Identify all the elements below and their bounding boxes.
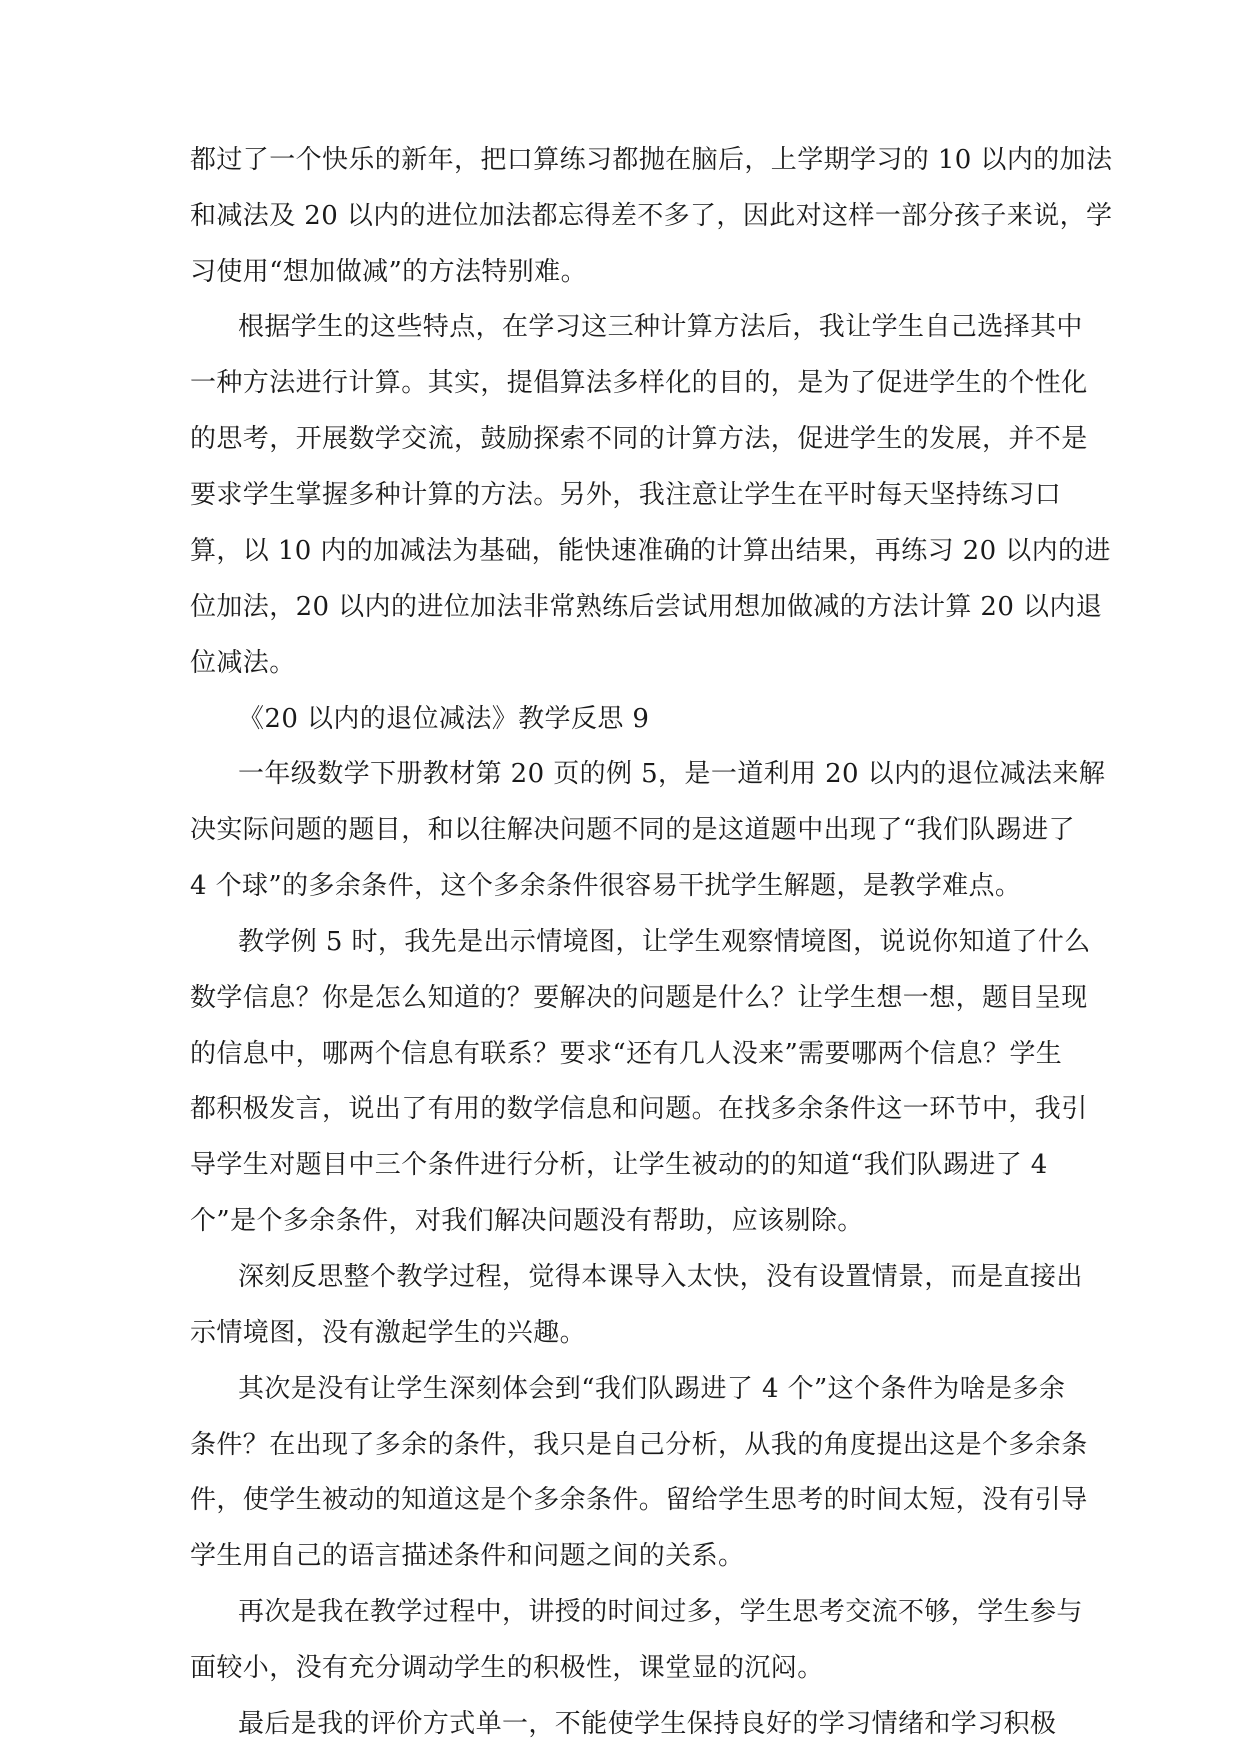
text-line: 导学生对题目中三个条件进行分析，让学生被动的的知道“我们队踢进了 4	[190, 1150, 1048, 1180]
text-line: 算，以 10 内的加减法为基础，能快速准确的计算出结果，再练习 20 以内的进	[190, 536, 1111, 566]
text-line: 教学例 5 时，我先是出示情境图，让学生观察情境图，说说你知道了什么	[238, 927, 1091, 957]
text-line: 条件？在出现了多余的条件，我只是自己分析，从我的角度提出这是个多余条	[190, 1430, 1088, 1460]
text-line: 决实际问题的题目，和以往解决问题不同的是这道题中出现了“我们队踢进了	[190, 815, 1075, 845]
text-line: 深刻反思整个教学过程，觉得本课导入太快，没有设置情景，而是直接出	[238, 1262, 1083, 1292]
text-line: 位加法，20 以内的进位加法非常熟练后尝试用想加做减的方法计算 20 以内退	[190, 592, 1103, 622]
text-line: 一种方法进行计算。其实，提倡算法多样化的目的，是为了促进学生的个性化	[190, 368, 1088, 398]
text-line: 数学信息？你是怎么知道的？要解决的问题是什么？让学生想一想，题目呈现	[190, 983, 1088, 1013]
text-line: 都过了一个快乐的新年，把口算练习都抛在脑后，上学期学习的 10 以内的加法	[190, 145, 1113, 175]
text-line: 根据学生的这些特点，在学习这三种计算方法后，我让学生自己选择其中	[238, 312, 1083, 342]
text-line: 示情境图，没有激起学生的兴趣。	[190, 1318, 587, 1348]
section-heading: 《20 以内的退位减法》教学反思 9	[238, 704, 650, 734]
text-line: 件，使学生被动的知道这是个多余条件。留给学生思考的时间太短，没有引导	[190, 1485, 1088, 1515]
text-line: 习使用“想加做减”的方法特别难。	[190, 257, 587, 287]
text-line: 学生用自己的语言描述条件和问题之间的关系。	[190, 1541, 745, 1571]
text-line: 都积极发言，说出了有用的数学信息和问题。在找多余条件这一环节中，我引	[190, 1094, 1088, 1124]
text-line: 个”是个多余条件，对我们解决问题没有帮助，应该剔除。	[190, 1206, 864, 1236]
text-line: 4 个球”的多余条件，这个多余条件很容易干扰学生解题，是教学难点。	[190, 871, 1022, 901]
text-line: 其次是没有让学生深刻体会到“我们队踢进了 4 个”这个条件为啥是多余	[238, 1374, 1066, 1404]
text-line: 的思考，开展数学交流，鼓励探索不同的计算方法，促进学生的发展，并不是	[190, 424, 1088, 454]
text-line: 要求学生掌握多种计算的方法。另外，我注意让学生在平时每天坚持练习口	[190, 480, 1062, 510]
text-line: 面较小，没有充分调动学生的积极性，课堂显的沉闷。	[190, 1653, 824, 1683]
text-line: 最后是我的评价方式单一，不能使学生保持良好的学习情绪和学习积极	[238, 1709, 1057, 1739]
text-line: 和减法及 20 以内的进位加法都忘得差不多了，因此对这样一部分孩子来说，学	[190, 201, 1113, 231]
text-line: 的信息中，哪两个信息有联系？要求“还有几人没来”需要哪两个信息？学生	[190, 1039, 1063, 1069]
text-line: 位减法。	[190, 648, 296, 678]
text-line: 再次是我在教学过程中，讲授的时间过多，学生思考交流不够，学生参与	[238, 1597, 1083, 1627]
text-line: 一年级数学下册教材第 20 页的例 5，是一道利用 20 以内的退位减法来解	[238, 759, 1106, 789]
